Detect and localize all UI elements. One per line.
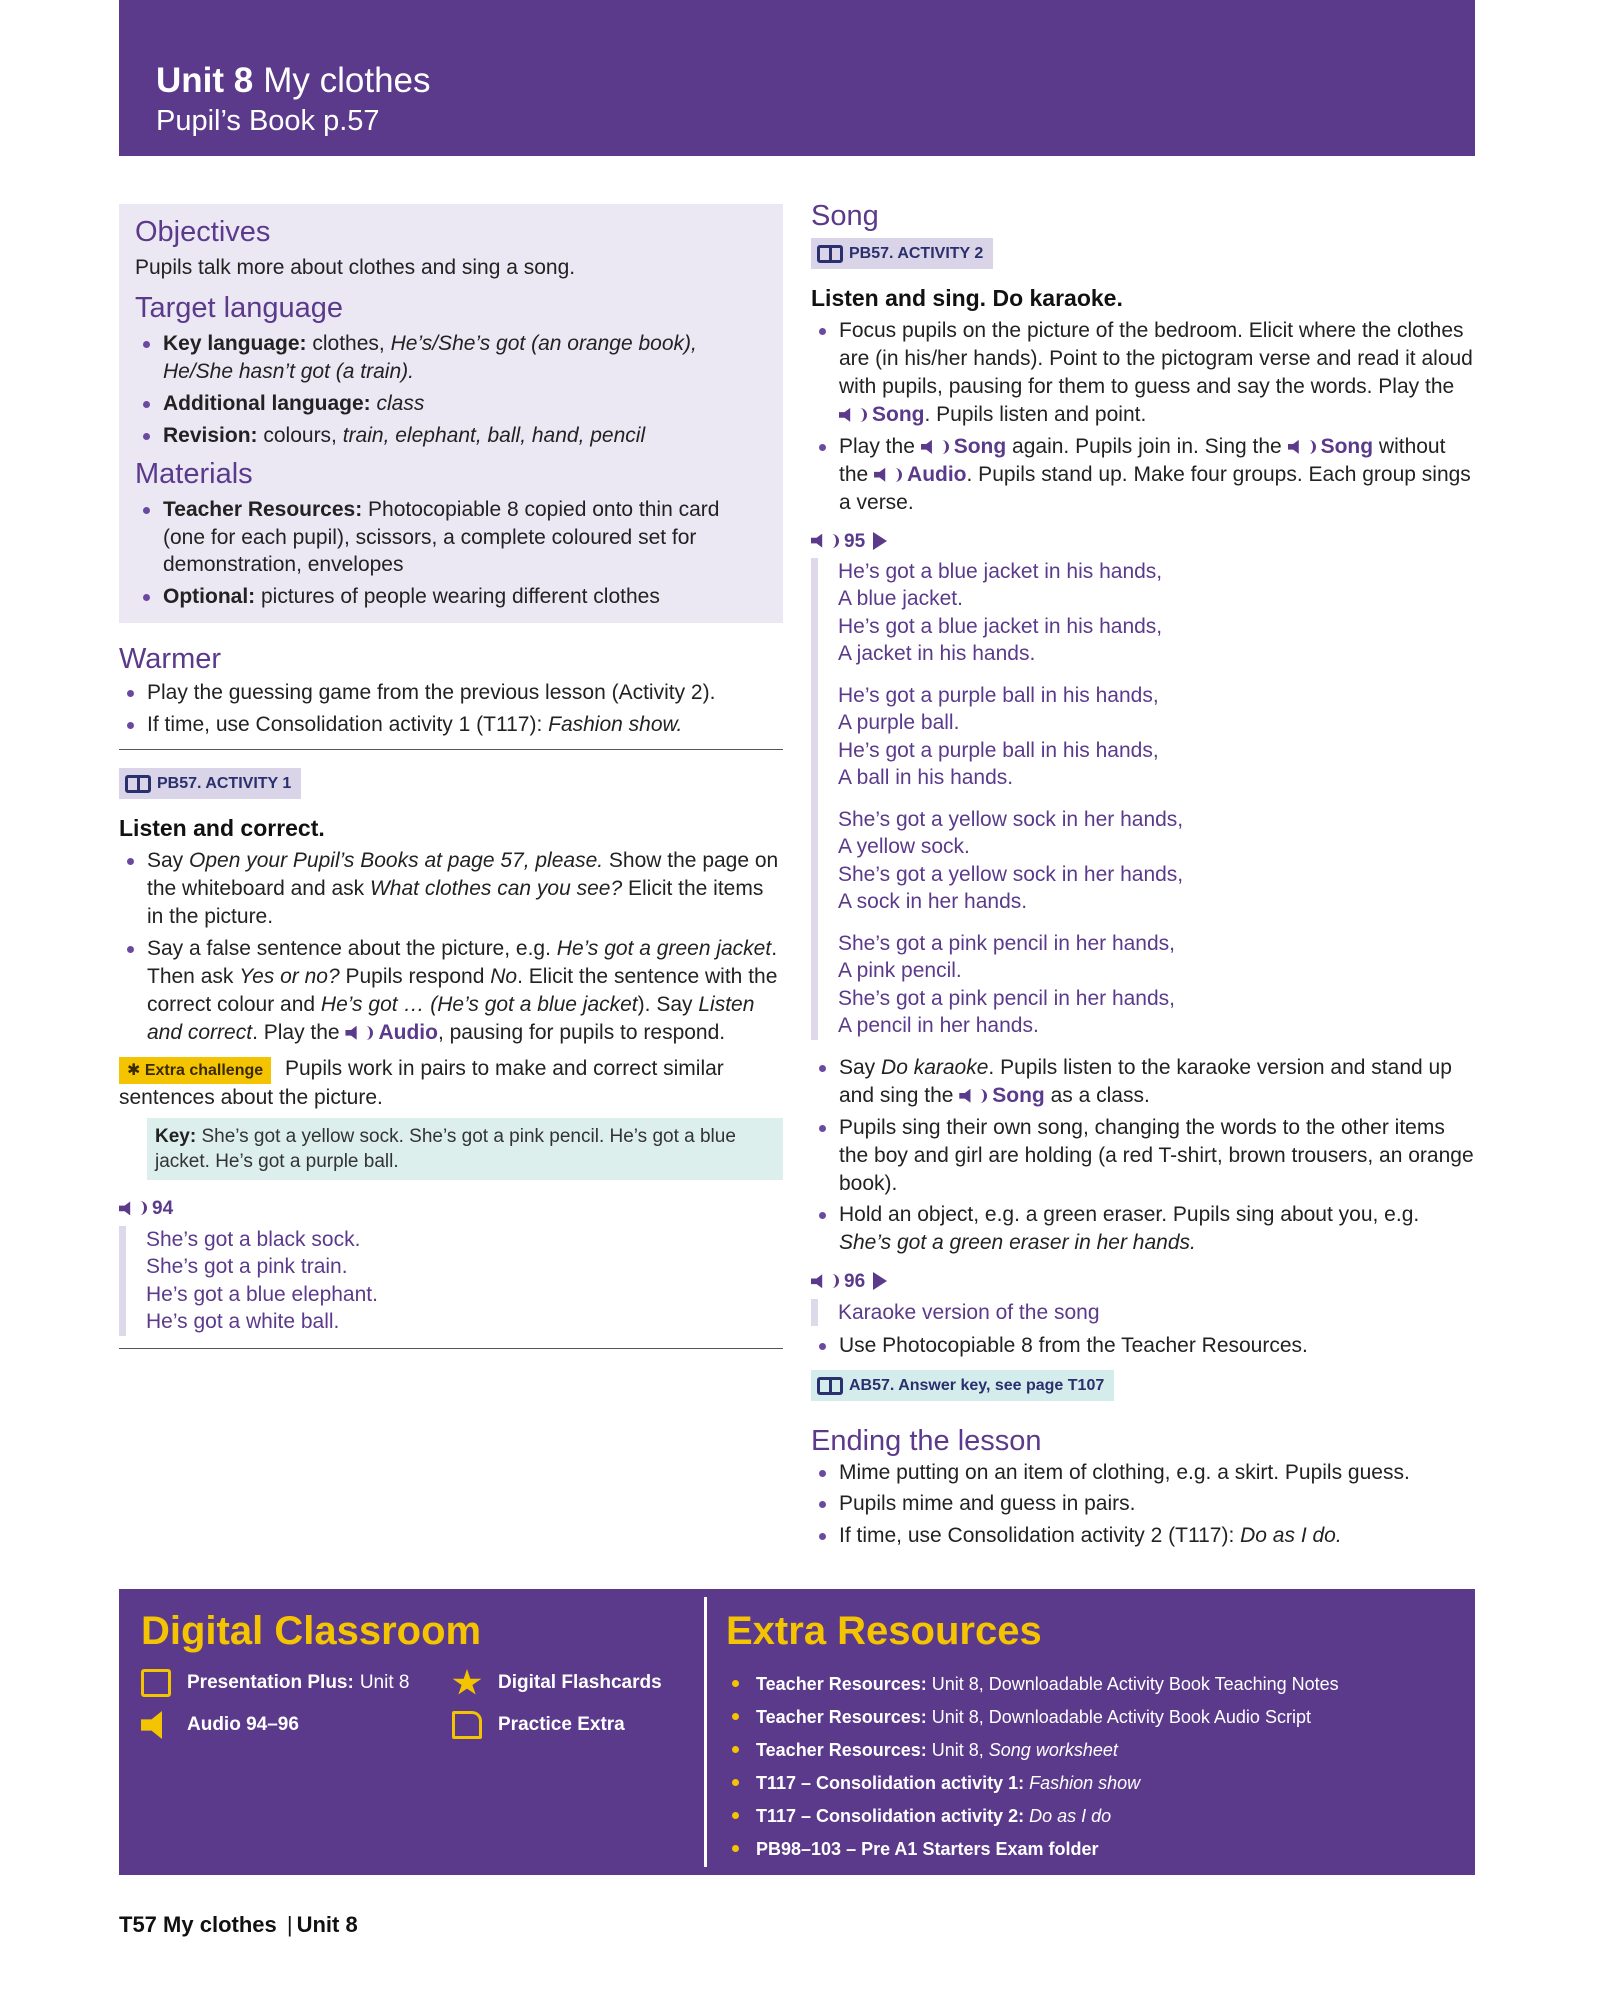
sound-wave-icon (138, 1201, 147, 1215)
sound-wave-icon (858, 408, 867, 422)
divider (119, 749, 783, 750)
footer-unit: Unit 8 (296, 1912, 358, 1937)
lyric-line: Karaoke version of the song (838, 1300, 1100, 1324)
target-language-list (135, 330, 767, 450)
sound-wave-icon (1307, 440, 1316, 454)
song-link[interactable]: Song (839, 403, 925, 426)
verse-3 (838, 806, 1477, 916)
track-94[interactable]: 94 (119, 1196, 783, 1221)
speaker-icon (119, 1201, 135, 1215)
speaker-icon (1288, 440, 1304, 454)
objectives-heading: Objectives (135, 216, 271, 248)
list-item[interactable]: T117 – Consolidation activity 2: Do as I do (726, 1803, 1456, 1829)
verse-2 (838, 682, 1477, 792)
left-column (119, 204, 783, 1349)
song-link[interactable]: Song (1288, 435, 1374, 458)
list-item[interactable]: T117 – Consolidation activity 1: Fashion show (726, 1770, 1456, 1796)
unit-header (119, 0, 1475, 156)
play-icon[interactable] (873, 1272, 887, 1290)
warmer-list (119, 679, 783, 739)
list-item[interactable]: PB98–103 – Pre A1 Starters Exam folder (726, 1836, 1456, 1862)
lyric-line: She’s got a pink pencil in her hands, (838, 986, 1176, 1010)
panel-divider (704, 1597, 707, 1867)
sound-wave-icon (978, 1089, 987, 1103)
lyric-line: A ball in his hands. (838, 766, 1014, 790)
list-item[interactable]: Teacher Resources: Unit 8, Downloadable Activity Book Audio Script (726, 1704, 1456, 1730)
song-list-1 (811, 317, 1477, 516)
presentation-icon (141, 1669, 171, 1697)
page-number: T57 (119, 1912, 157, 1937)
lyric-line: She’s got a yellow sock in her hands, (838, 862, 1184, 886)
lyric-line: A pencil in her hands. (838, 1014, 1039, 1038)
list-item: Use Photocopiable 8 from the Teacher Resources. (811, 1332, 1477, 1360)
sound-wave-icon (830, 534, 839, 548)
list-item: Mime putting on an item of clothing, e.g. a skirt. Pupils guess. (811, 1459, 1477, 1487)
lyric-line: A pink pencil. (838, 959, 962, 983)
warmer-heading: Warmer (119, 643, 222, 676)
lyric-line: He’s got a blue jacket in his hands, (838, 614, 1163, 638)
speaker-icon (811, 534, 827, 548)
warmer-section (119, 641, 783, 739)
list-item[interactable]: Teacher Resources: Unit 8, Song worksheet (726, 1737, 1456, 1763)
speaker-icon (959, 1089, 975, 1103)
lyric-line: A sock in her hands. (838, 890, 1028, 914)
extra-challenge-badge: ✱ Extra challenge (119, 1057, 271, 1084)
list-item[interactable]: Teacher Resources: Unit 8, Downloadable Activity Book Teaching Notes (726, 1671, 1456, 1697)
song-heading: Song (811, 200, 879, 232)
sound-wave-icon (364, 1026, 373, 1040)
presentation-plus-item[interactable]: Presentation Plus: Unit 8 (141, 1669, 409, 1697)
speaker-icon (874, 468, 890, 482)
digital-flashcards-item[interactable]: Digital Flashcards (452, 1669, 662, 1697)
lyric-line: He’s got a blue elephant. (146, 1282, 378, 1306)
lyric-line: A jacket in his hands. (838, 642, 1036, 666)
verse-4 (838, 930, 1477, 1040)
list-item: If time, use Consolidation activity 1 (T117): Fashion show. (119, 711, 783, 739)
song-list-3 (811, 1332, 1477, 1360)
song-link[interactable]: Song (959, 1084, 1045, 1107)
lyric-line: She’s got a black sock. (146, 1227, 361, 1251)
list-item: Say Do karaoke. Pupils listen to the karaoke version and stand up and sing the Song as a class. (811, 1054, 1477, 1110)
list-item: If time, use Consolidation activity 2 (T117): Do as I do. (811, 1522, 1477, 1550)
speaker-icon (345, 1026, 361, 1040)
list-item: Additional language: class (135, 390, 767, 418)
activity1-heading: Listen and correct. (119, 814, 325, 841)
sound-wave-icon (893, 468, 902, 482)
track-95[interactable]: 95 (811, 529, 1477, 554)
page-footer (119, 1910, 358, 1939)
list-item: Optional: pictures of people wearing different clothes (135, 583, 767, 611)
sound-wave-icon (940, 440, 949, 454)
list-item: Play the Song again. Pupils join in. Sing the Song without the Audio. Pupils stand up. Make four groups. Each group sings a verse. (811, 433, 1477, 517)
list-item: Hold an object, e.g. a green eraser. Pupils sing about you, e.g. She’s got a green eraser in her hands. (811, 1201, 1477, 1257)
pb57-activity2-tag: PB57. ACTIVITY 2 (811, 238, 993, 269)
lyric-line: He’s got a purple ball in his hands, (838, 738, 1159, 762)
track-96[interactable]: 96 (811, 1269, 1477, 1294)
ending-heading: Ending the lesson (811, 1424, 1042, 1457)
song-link[interactable]: Song (921, 435, 1007, 458)
objectives-box (119, 204, 783, 623)
ending-list (811, 1459, 1477, 1551)
list-item: Focus pupils on the picture of the bedroom. Elicit where the clothes are (in his/her hands). Point to the pictogram verse and read it aloud with pupils, pausing for them to guess and say the words. Play the Song. Pupils listen and point. (811, 317, 1477, 429)
track-96-lyrics (811, 1299, 1477, 1327)
resources-panel (119, 1589, 1475, 1875)
pb57-activity1-tag: PB57. ACTIVITY 1 (119, 768, 301, 799)
lyric-line: A blue jacket. (838, 587, 963, 611)
divider (119, 1348, 783, 1349)
footer-title: My clothes (163, 1912, 277, 1937)
unit-title: Unit 8 My clothes (156, 61, 431, 100)
lyric-line: A purple ball. (838, 711, 960, 735)
activity1-section (119, 768, 783, 1349)
lyric-line: She’s got a yellow sock in her hands, (838, 807, 1184, 831)
answer-key-box: Key: She’s got a yellow sock. She’s got a pink pencil. He’s got a blue jacket. He’s got a purple ball. (147, 1118, 783, 1181)
track-95-lyrics (811, 558, 1477, 1040)
audio-link[interactable]: Audio (345, 1021, 437, 1044)
list-item: Teacher Resources: Photocopiable 8 copied onto thin card (one for each pupil), scissors, a complete coloured set for demonstration, envelopes (135, 496, 767, 580)
practice-extra-item[interactable]: Practice Extra (452, 1711, 625, 1739)
audio-link[interactable]: Audio (874, 463, 966, 486)
list-item: Play the guessing game from the previous lesson (Activity 2). (119, 679, 783, 707)
song-subheading: Listen and sing. Do karaoke. (811, 284, 1123, 311)
sound-wave-icon (830, 1274, 839, 1288)
list-item: Pupils sing their own song, changing the words to the other items the boy and girl are holding (a red T-shirt, brown trousers, an orange book). (811, 1114, 1477, 1198)
speaker-icon (921, 440, 937, 454)
list-item: Say a false sentence about the picture, e.g. He’s got a green jacket. Then ask Yes or no? Pupils respond No. Elicit the sentence with the correct colour and He’s got … (He’s got a blue jacket). Say Listen and correct. Play the Audio, pausing for pupils to respond. (119, 935, 783, 1047)
verse-1 (838, 558, 1477, 668)
lyric-line: She’s got a pink train. (146, 1255, 348, 1279)
objectives-text: Pupils talk more about clothes and sing a song. (135, 256, 576, 279)
target-language-heading: Target language (135, 291, 343, 324)
speaker-icon (839, 408, 855, 422)
digital-classroom-heading: Digital Classroom (141, 1609, 482, 1653)
play-icon[interactable] (873, 532, 887, 550)
flashcards-icon (452, 1669, 482, 1697)
list-item: Say Open your Pupil’s Books at page 57, please. Show the page on the whiteboard and ask What clothes can you see? Elicit the items in the picture. (119, 847, 783, 931)
lyric-line: She’s got a pink pencil in her hands, (838, 931, 1176, 955)
list-item: Revision: colours, train, elephant, ball, hand, pencil (135, 422, 767, 450)
audio-item[interactable]: Audio 94–96 (141, 1711, 299, 1739)
speaker-icon (811, 1274, 827, 1288)
book-icon (817, 245, 843, 263)
materials-heading: Materials (135, 457, 253, 490)
track-94-lyrics (119, 1226, 783, 1336)
song-list-2 (811, 1054, 1477, 1257)
practice-icon (452, 1711, 482, 1739)
ab57-answer-key-tag: AB57. Answer key, see page T107 (811, 1370, 1114, 1401)
activity1-list (119, 847, 783, 1046)
speaker-icon (141, 1711, 171, 1739)
extra-resources-list (726, 1671, 1456, 1869)
unit-subtitle: Pupil’s Book p.57 (156, 105, 380, 137)
materials-list (135, 496, 767, 612)
book-icon (125, 775, 151, 793)
footer-separator: | (286, 1912, 293, 1937)
extra-resources-heading: Extra Resources (726, 1609, 1042, 1653)
extra-challenge: ✱ Extra challenge Pupils work in pairs to make and correct similar sentences about the picture. (119, 1056, 724, 1109)
lyric-line: He’s got a purple ball in his hands, (838, 683, 1159, 707)
list-item: Key language: clothes, He’s/She’s got (an orange book), He/She hasn’t got (a train). (135, 330, 767, 386)
list-item: Pupils mime and guess in pairs. (811, 1490, 1477, 1518)
right-column (811, 198, 1477, 1554)
lyric-line: He’s got a blue jacket in his hands, (838, 559, 1163, 583)
lyric-line: He’s got a white ball. (146, 1310, 340, 1334)
lyric-line: A yellow sock. (838, 835, 970, 859)
book-icon (817, 1377, 843, 1395)
